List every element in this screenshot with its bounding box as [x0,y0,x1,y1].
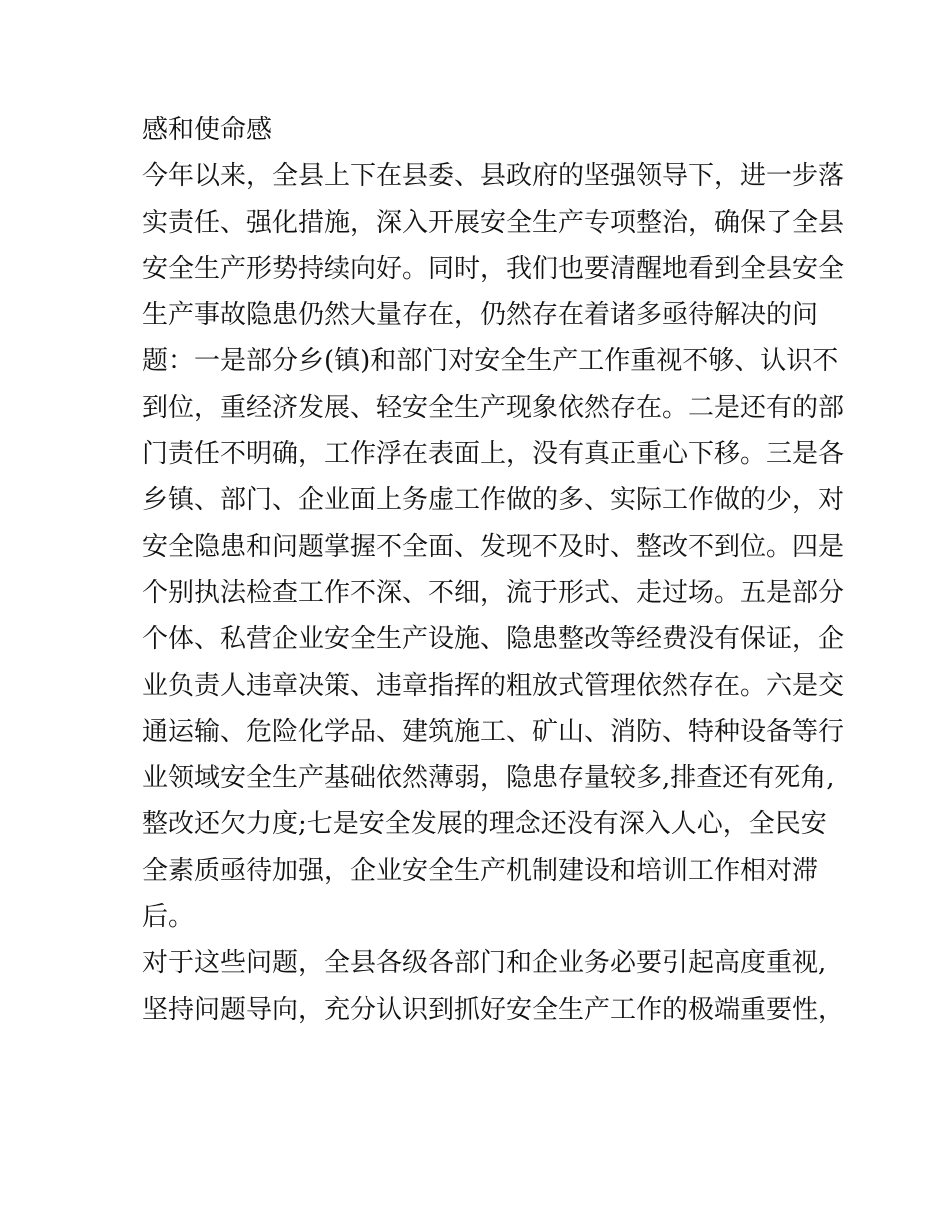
text-line: 实责任、强化措施，深入开展安全生产专项整治，确保了全县 [142,207,845,238]
text-line: 通运输、危险化学品、建筑施工、矿山、消防、特种设备等行 [142,716,845,747]
text-line: 整改还欠力度;七是安全发展的理念还没有深入人心，全民安 [142,809,827,840]
text-line: 安全生产形势持续向好。同时，我们也要清醒地看到全县安全 [142,253,845,284]
text-line: 题：一是部分乡(镇)和部门对安全生产工作重视不够、认识不 [142,346,839,377]
text-line: 个别执法检查工作不深、不细，流于形式、走过场。五是部分 [142,577,845,608]
text-line: 乡镇、部门、企业面上务虚工作做的多、实际工作做的少，对 [142,485,845,516]
text-line: 到位，重经济发展、轻安全生产现象依然存在。二是还有的部 [142,392,845,423]
text-line: 感和使命感 [142,115,273,145]
text-line: 业领域安全生产基础依然薄弱，隐患存量较多,排查还有死角, [142,763,835,794]
text-line: 对于这些问题，全县各级各部门和企业务必要引起高度重视, [142,948,827,979]
text-line: 生产事故隐患仍然大量存在，仍然存在着诸多亟待解决的问 [142,300,819,331]
text-line: 个体、私营企业安全生产设施、隐患整改等经费没有保证，企 [142,624,845,655]
text-line: 门责任不明确，工作浮在表面上，没有真正重心下移。三是各 [142,439,845,470]
text-line: 业负责人违章决策、违章指挥的粗放式管理依然存在。六是交 [142,670,845,701]
text-line: 全素质亟待加强，企业安全生产机制建设和培训工作相对滞 [142,855,819,886]
text-line: 今年以来，全县上下在县委、县政府的坚强领导下，进一步落 [142,161,845,192]
text-line: 后。 [142,902,195,933]
text-line: 坚持问题导向，充分认识到抓好安全生产工作的极端重要性， [142,994,845,1025]
body-text [142,107,845,1033]
text-line: 安全隐患和问题掌握不全面、发现不及时、整改不到位。四是 [142,531,845,562]
